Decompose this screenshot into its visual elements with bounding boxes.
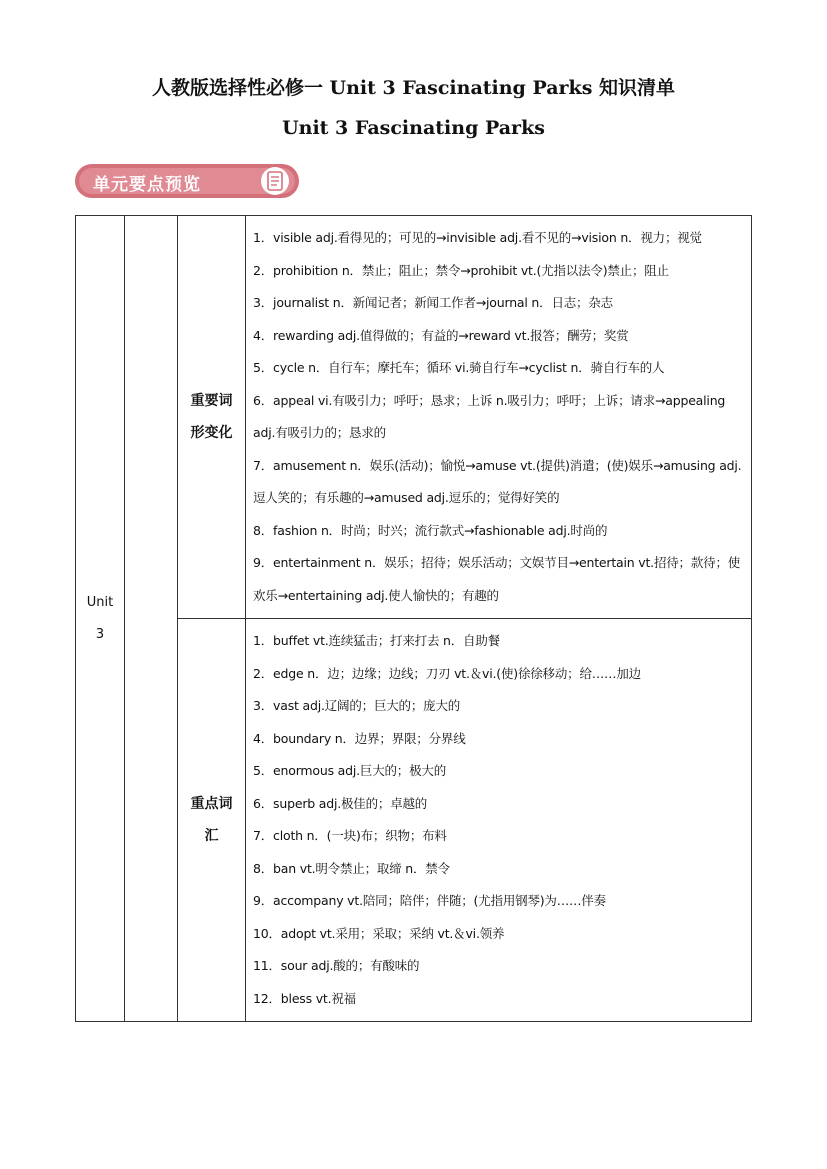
list-item: 1．buffet vt.连续猛击；打来打去 n．自助餐: [253, 633, 500, 648]
unit-label-line2: 3: [95, 626, 105, 642]
list-item: 6．appeal vi.有吸引力；呼吁；恳求；上诉 n.吸引力；呼吁；上诉；请求→appealing adj.有吸引力的；恳求的: [253, 392, 726, 440]
list-item: 7．cloth n．(一块)布；织物；布料: [253, 828, 447, 843]
unit-cell: [76, 216, 125, 1022]
document-title: 人教版选择性必修一 Unit 3 Fascinating Parks 知识清单: [151, 77, 676, 99]
banner-label: 单元要点预览: [93, 175, 201, 195]
list-item: 9．entertainment n．娱乐；招待；娱乐活动；文娱节目→entertain vt.招待；款待；使欢乐→entertaining adj.使人愉快的；有趣的: [253, 555, 741, 603]
list-item: 7．amusement n．娱乐(活动)；愉悦→amuse vt.(提供)消遣；(使)娱乐→amusing adj.逗人笑的；有乐趣的→amused adj.逗乐的；觉得好笑的: [253, 457, 742, 505]
list-item: 12．bless vt.祝福: [253, 990, 356, 1006]
list-item: 2．prohibition n．禁止；阻止；禁令→prohibit vt.(尤指以法令)禁止；阻止: [253, 262, 669, 278]
entries-cell: [246, 619, 752, 1022]
list-item: 1．visible adj.看得见的；可见的→invisible adj.看不见的→vision n．视力；视觉: [253, 230, 702, 245]
list-item: 10．adopt vt.采用；采取；采纳 vt.＆vi.领养: [253, 925, 505, 941]
list-item: 5．enormous adj.巨大的；极大的: [253, 763, 447, 778]
list-item: 8．fashion n．时尚；时兴；流行款式→fashionable adj.时尚的: [253, 522, 608, 538]
list-item: 3．journalist n．新闻记者；新闻工作者→journal n．日志；杂志: [253, 295, 613, 310]
list-item: 2．edge n．边；边缘；边线；刀刃 vt.＆vi.(使)徐徐移动；给……加边: [253, 665, 641, 681]
entries-cell: [246, 216, 752, 619]
list-item: 6．superb adj.极佳的；卓越的: [253, 795, 428, 811]
section-heading-cell: [178, 619, 246, 1022]
document-icon: [261, 167, 289, 195]
list-item: 9．accompany vt.陪同；陪伴；伴随；(尤指用钢琴)为……伴奏: [253, 893, 606, 908]
vocabulary-table: [75, 215, 752, 1022]
unit-label-line1: Unit: [86, 594, 114, 610]
section-heading: 汇: [204, 828, 219, 844]
list-item: 11．sour adj.酸的；有酸味的: [253, 958, 420, 973]
section-heading: 重要词: [190, 393, 233, 409]
empty-cell: [125, 216, 178, 1022]
list-item: 4．rewarding adj.值得做的；有益的→reward vt.报答；酬劳；奖赏: [253, 327, 629, 343]
document-subtitle: Unit 3 Fascinating Parks: [282, 117, 545, 139]
list-item: 3．vast adj.辽阔的；巨大的；庞大的: [253, 698, 461, 713]
section-heading: 重点词: [190, 796, 233, 812]
section-heading-cell: [178, 216, 246, 619]
list-item: 8．ban vt.明令禁止；取缔 n．禁令: [253, 860, 450, 876]
section-row-key-vocabulary: [76, 619, 752, 1022]
section-heading: 形变化: [190, 425, 233, 441]
section-banner: [75, 164, 301, 198]
list-item: 4．boundary n．边界；界限；分界线: [253, 730, 466, 746]
section-row-word-forms: [76, 216, 752, 619]
list-item: 5．cycle n．自行车；摩托车；循环 vi.骑自行车→cyclist n．骑自行车的人: [253, 360, 665, 375]
